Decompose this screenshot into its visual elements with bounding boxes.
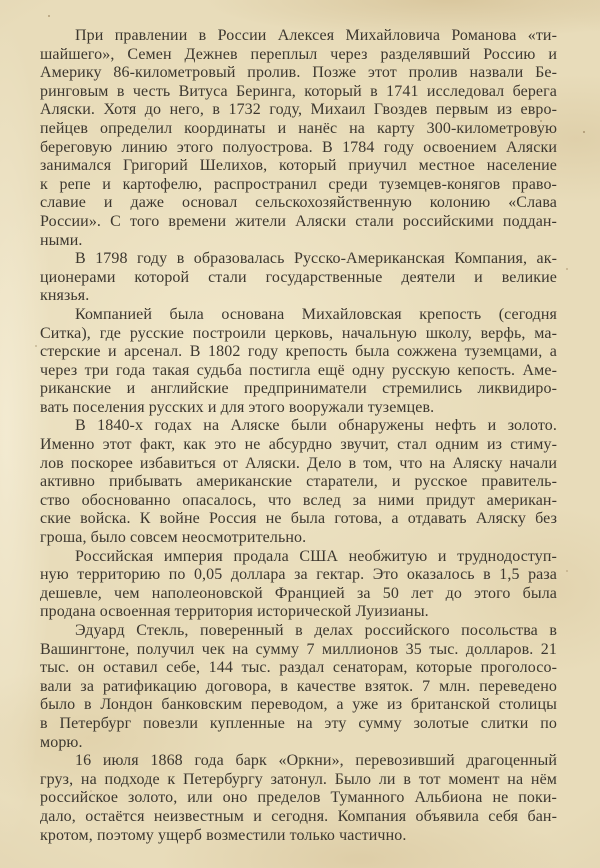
paragraph bbox=[40, 306, 557, 418]
paragraph bbox=[40, 622, 557, 752]
text-line: славие и даже основал сельскохозяйственную колонию «Слава bbox=[40, 194, 557, 212]
text-line: груз, на подходе к Петербургу затонул. Было ли в тот момент на нём bbox=[40, 770, 557, 788]
text-line: лов поскорее избавиться от Аляски. Дело в том, что на Аляску начали bbox=[40, 454, 557, 472]
text-line: Америку 86-километровый пролив. Позже этот пролив назвали Бе- bbox=[40, 64, 557, 82]
text-line: стерские и арсенал. В 1802 году крепость была сожжена туземцами, а bbox=[40, 343, 557, 361]
text-line: в Петербург повезли купленные на эту сумму золотые слитки по bbox=[40, 714, 557, 732]
text-line: ринговым в честь Витуса Беринга, который в 1741 исследовал берега bbox=[40, 82, 557, 100]
text-line: российское золото, или оно пределов Туманного Альбиона не поки- bbox=[40, 789, 557, 807]
text-line: риканские и английские предприниматели стремились ликвидиро- bbox=[40, 380, 557, 398]
text-line: продана освоенная территория исторической Луизианы. bbox=[40, 603, 429, 621]
text-line: гроша, было совсем неосмотрительно. bbox=[40, 529, 307, 547]
text-line: к репе и картофелю, распространил среди туземцев-конягов право- bbox=[40, 175, 557, 193]
text-line: ными. bbox=[40, 231, 83, 249]
text-line: через три года такая судьба постигла ещё одну русскую кепость. Аме- bbox=[40, 361, 557, 379]
text-line: России». С того времени жители Аляски стали российскими поддан- bbox=[40, 212, 557, 230]
text-line: дешевле, чем наполеоновской Францией за 50 лет до этого была bbox=[40, 584, 557, 602]
text-line: занимался Григорий Шелихов, который приучил местное население bbox=[40, 157, 557, 175]
text-line: дало, остаётся неизвестным и сегодня. Компания объявила себя бан- bbox=[40, 807, 557, 825]
paragraph bbox=[40, 27, 557, 250]
text-line: вали за ратификацию договора, в качестве взяток. 7 млн. переведено bbox=[40, 677, 557, 695]
text-line: ную территорию по 0,05 доллара за гектар. Это оказалось в 1,5 раза bbox=[40, 566, 557, 584]
text-line: тыс. он оставил себе, 144 тыс. раздал сенаторам, которые проголосо- bbox=[40, 659, 557, 677]
text-line: ские войска. К войне Россия не была готова, а отдавать Аляску без bbox=[40, 510, 557, 528]
text-line: князья. bbox=[40, 287, 90, 305]
text-line: пейцев определил координаты и нанёс на карту 300-километровую bbox=[40, 119, 557, 137]
paragraph bbox=[40, 752, 557, 845]
paragraph bbox=[40, 250, 557, 306]
text-line: морю. bbox=[40, 733, 83, 751]
text-line: Аляски. Хотя до него, в 1732 году, Михаил Гвоздев первым из евро- bbox=[40, 101, 557, 119]
paragraph bbox=[40, 417, 557, 547]
text-line: Вашингтоне, получил чек на сумму 7 миллионов 35 тыс. долларов. 21 bbox=[40, 640, 557, 658]
text-line: В 1840-х годах на Аляске были обнаружены нефть и золото. bbox=[75, 417, 557, 435]
text-line: ционерами которой стали государственные деятели и великие bbox=[40, 268, 557, 286]
text-line: В 1798 году в образовалась Русско-Американская Компания, ак- bbox=[75, 250, 557, 268]
text-line: было в Лондон банковским переводом, а уже из британской столицы bbox=[40, 696, 557, 714]
text-line: ство обоснованно опасалось, что вслед за ними придут американ- bbox=[40, 491, 557, 509]
text-line: береговую линию этого полуострова. В 1784 году освоением Аляски bbox=[40, 138, 557, 156]
text-line: 16 июля 1868 года барк «Оркни», перевозивший драгоценный bbox=[75, 752, 557, 770]
text-line: Компанией была основана Михайловская крепость (сегодня bbox=[75, 305, 557, 323]
text-line: активно прибывать американские старатели, и русское правитель- bbox=[40, 473, 557, 491]
paragraph bbox=[40, 548, 557, 622]
text-line: вать поселения русских и для этого вооружали туземцев. bbox=[40, 398, 435, 416]
text-line: кротом, поэтому ущерб возместили только частично. bbox=[40, 826, 407, 844]
text-block bbox=[40, 27, 557, 845]
text-line: Российская империя продала США необжитую и труднодоступ- bbox=[75, 547, 557, 565]
text-line: При правлении в России Алексея Михайловича Романова «ти- bbox=[75, 27, 557, 44]
text-line: Эдуард Стекль, поверенный в делах российского посольства в bbox=[75, 622, 557, 639]
text-line: Именно этот факт, как это не абсурдно звучит, стал одним из стиму- bbox=[40, 436, 557, 454]
text-line: Ситка), где русские построили церковь, начальную школу, верфь, ма- bbox=[40, 324, 557, 342]
text-line: шайшего», Семен Дежнев переплыл через разделявший Россию и bbox=[40, 45, 557, 63]
